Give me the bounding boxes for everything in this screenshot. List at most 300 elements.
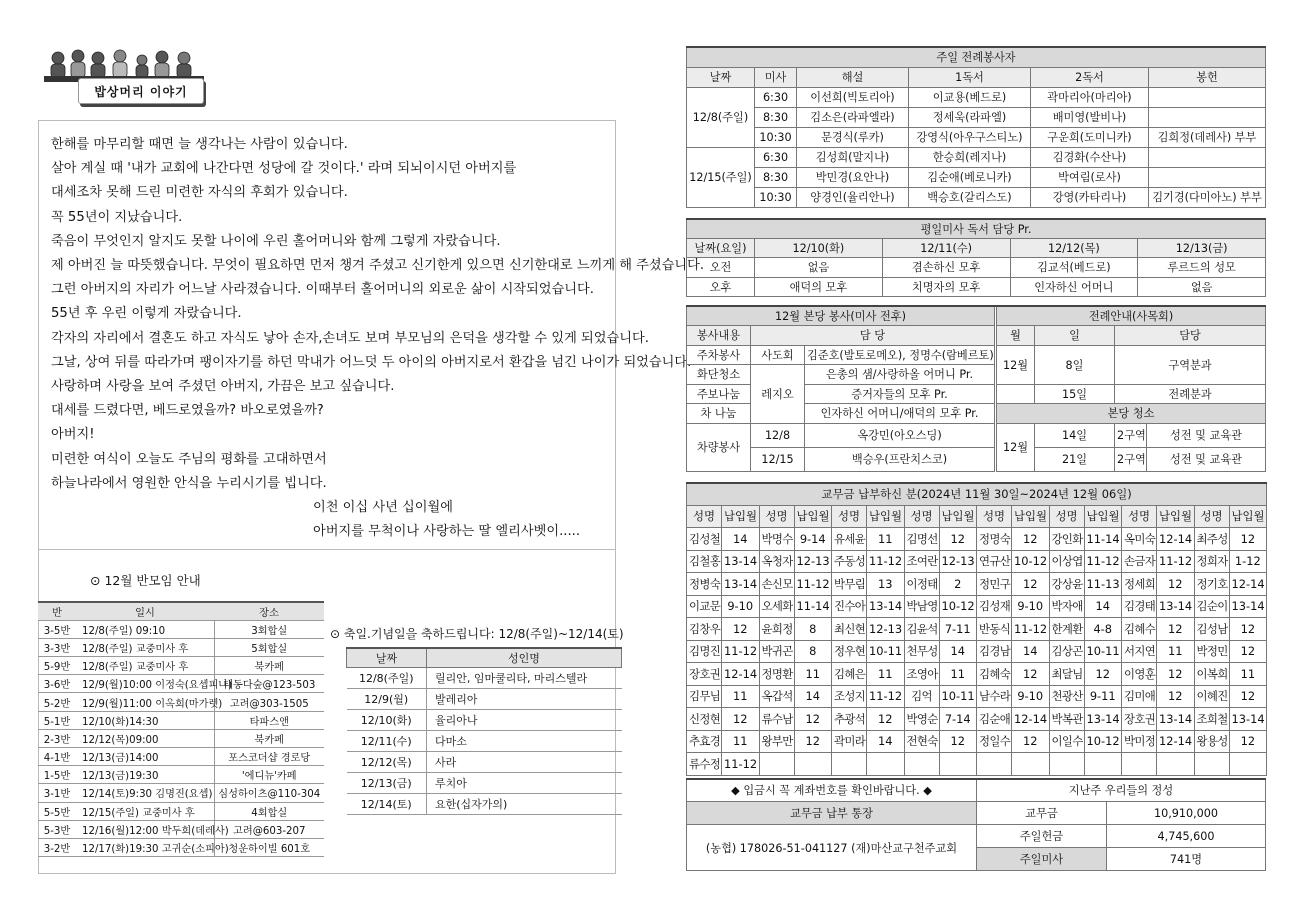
liturgy-cell: 구운희(도미니카) <box>1031 127 1149 147</box>
offering-name: 김성재 <box>977 595 1012 618</box>
section-logo <box>38 42 208 108</box>
offering-name: 박무림 <box>832 573 867 596</box>
offering-months <box>1084 753 1122 776</box>
offering-name: 박명수 <box>759 528 794 551</box>
service-row-group: 레지오 <box>751 365 805 424</box>
feast-date: 12/9(월) <box>347 688 427 709</box>
offering-months: 12 <box>794 708 832 731</box>
offering-months: 12-14 <box>1157 528 1195 551</box>
offering-months: 7-14 <box>939 708 977 731</box>
offering-row <box>687 663 1267 686</box>
stats-label: 주일헌금 <box>977 825 1107 848</box>
liturgy-cell <box>1149 167 1266 187</box>
offering-name: 오세화 <box>759 595 794 618</box>
stats-value: 10,910,000 <box>1107 802 1266 825</box>
guide-charge: 전례분과 <box>1115 384 1266 404</box>
offering-name: 손금자 <box>1122 550 1157 573</box>
offering-name: 박복관 <box>1049 708 1084 731</box>
meeting-datetime: 12/10(화)14:30 <box>76 711 214 729</box>
offering-row <box>687 595 1267 618</box>
account-number: (농협) 178026-51-041127 (재)마산교구천주교회 <box>687 825 977 871</box>
offering-name <box>759 753 794 776</box>
offering-name: 왕부만 <box>759 730 794 753</box>
offering-name: 김명진 <box>687 640 722 663</box>
offering-name: 추효경 <box>687 730 722 753</box>
offering-name: 김혜숙 <box>977 663 1012 686</box>
offering-months: 13-14 <box>1229 708 1267 731</box>
service-guide-table <box>686 305 1266 472</box>
meeting-ban: 2-3반 <box>38 729 76 747</box>
liturgy-header: 봉헌 <box>1149 67 1266 87</box>
offering-name: 손신모 <box>759 573 794 596</box>
offering-months: 12 <box>1157 618 1195 641</box>
meeting-datetime: 12/9(월)11:00 이옥희(마가렛) <box>76 693 214 711</box>
offering-header-name: 성명 <box>832 505 867 528</box>
offering-row <box>687 528 1267 551</box>
story-line: 한해를 마무리할 때면 늘 생각나는 사람이 있습니다. <box>51 137 348 152</box>
offering-name: 최주성 <box>1194 528 1229 551</box>
liturgy-cell: 강영(카타리나) <box>1031 187 1149 207</box>
weekday-reader: 김교석(베드로) <box>1010 258 1138 278</box>
offering-name: 김무님 <box>687 685 722 708</box>
offering-name: 조성지 <box>832 685 867 708</box>
offering-header-month: 납입월 <box>1084 505 1122 528</box>
liturgy-row <box>687 187 1266 207</box>
offering-months: 14 <box>1084 595 1122 618</box>
offering-months <box>1157 753 1195 776</box>
liturgy-header: 날짜 <box>687 67 755 87</box>
offering-months: 13-14 <box>1229 595 1267 618</box>
offering-name: 추광석 <box>832 708 867 731</box>
offering-header-month: 납입월 <box>1157 505 1195 528</box>
offering-months: 13-14 <box>1084 708 1122 731</box>
offering-months: 10-12 <box>1084 730 1122 753</box>
offering-months: 11-13 <box>1084 573 1122 596</box>
offering-header-month: 납입월 <box>722 505 760 528</box>
meeting-ban: 5-5반 <box>38 802 76 820</box>
feast-date: 12/11(수) <box>347 730 427 751</box>
offering-months: 14 <box>722 528 760 551</box>
meeting-ban: 3-3반 <box>38 638 76 656</box>
offering-name <box>1122 753 1157 776</box>
offering-name: 류수남 <box>759 708 794 731</box>
vehicle-person: 옥강민(아오스딩) <box>805 423 995 447</box>
feast-saint: 율리아나 <box>427 709 622 730</box>
meeting-title: ⊙ 12월 반모임 안내 <box>90 573 201 588</box>
service-row-label: 주차봉사 <box>687 345 751 365</box>
offering-header-month: 납입월 <box>867 505 905 528</box>
offering-months: 12 <box>1012 730 1050 753</box>
service-row-person: 인자하신 어머니/애덕의 모후 Pr. <box>805 404 995 424</box>
feast-saint: 루치아 <box>427 772 622 793</box>
offering-name: 정희자 <box>1194 550 1229 573</box>
offering-months: 11 <box>867 528 905 551</box>
feast-row <box>347 772 622 793</box>
offering-months: 12 <box>1157 663 1195 686</box>
offering-header-name: 성명 <box>1122 505 1157 528</box>
offering-header-name: 성명 <box>1049 505 1084 528</box>
meeting-ban: 3-5반 <box>38 620 76 638</box>
offering-name: 김철홍 <box>687 550 722 573</box>
liturgy-cell: 김기경(다미아노) 부부 <box>1149 187 1266 207</box>
offering-name: 한계환 <box>1049 618 1084 641</box>
liturgy-cell: 8:30 <box>755 107 797 127</box>
liturgy-header: 미사 <box>755 67 797 87</box>
story-line: 그런 아버지의 자리가 어느날 사라졌습니다. 이때부터 홀어머니의 외로운 삶이 시작되었습니다. <box>51 282 594 298</box>
offering-row <box>687 640 1267 663</box>
offering-row <box>687 730 1267 753</box>
story-line: 사랑하며 사랑을 보여 주셨던 아버지, 가끔은 보고 싶습니다. <box>51 379 395 395</box>
offering-months: 14 <box>939 640 977 663</box>
offering-months <box>939 753 977 776</box>
offering-months: 12-14 <box>722 663 760 686</box>
liturgy-row <box>687 147 1266 167</box>
offering-name: 옥갑석 <box>759 685 794 708</box>
offering-name: 정병숙 <box>687 573 722 596</box>
offering-months: 11 <box>722 730 760 753</box>
offering-name: 최신현 <box>832 618 867 641</box>
weekday-period: 오전 <box>687 258 755 278</box>
meeting-row <box>38 838 324 856</box>
offering-months <box>1229 753 1267 776</box>
liturgy-cell: 정세욱(라파엘) <box>909 107 1031 127</box>
meeting-ban: 5-3반 <box>38 820 76 838</box>
offering-months: 1-12 <box>1229 550 1267 573</box>
offering-header-name: 성명 <box>1194 505 1229 528</box>
offering-months: 9-11 <box>1084 685 1122 708</box>
offering-months: 12 <box>722 618 760 641</box>
offering-row <box>687 708 1267 731</box>
weekday-header: 12/11(수) <box>882 238 1010 258</box>
meeting-datetime: 12/8(주일) 교중미사 후 <box>76 638 214 656</box>
meeting-place: 대동다숲@123-503 <box>214 675 324 693</box>
weekday-header: 날짜(요일) <box>687 238 755 258</box>
offering-months: 13-14 <box>1157 595 1195 618</box>
offering-months: 11-12 <box>1012 618 1050 641</box>
offering-name: 김성철 <box>687 528 722 551</box>
offering-months: 14 <box>1012 640 1050 663</box>
cleaning-place: 성전 및 교육관 <box>1147 447 1266 471</box>
offering-name: 강상윤 <box>1049 573 1084 596</box>
liturgy-table <box>686 46 1266 208</box>
liturgy-row <box>687 167 1266 187</box>
offering-months <box>794 753 832 776</box>
feast-saint: 요한(십자가의) <box>427 793 622 814</box>
weekday-reader: 애덕의 모후 <box>755 277 883 297</box>
offering-name: 곽미라 <box>832 730 867 753</box>
offering-months: 13-14 <box>1157 708 1195 731</box>
offering-name <box>1049 753 1084 776</box>
guide-month: 12월 <box>997 345 1035 384</box>
weekday-row <box>687 258 1266 278</box>
offering-name <box>904 753 939 776</box>
offering-months: 13 <box>867 573 905 596</box>
meeting-ban: 3-1반 <box>38 784 76 802</box>
meeting-datetime: 12/15(주일) 교중미사 후 <box>76 802 214 820</box>
meeting-place: 포스코더샵 경로당 <box>214 748 324 766</box>
stats-value: 741명 <box>1107 848 1266 871</box>
offering-months: 4-8 <box>1084 618 1122 641</box>
meeting-datetime: 12/9(월)10:00 이정숙(요셉피나) <box>76 675 214 693</box>
offering-months: 12-14 <box>1012 708 1050 731</box>
offering-months: 9-10 <box>1012 685 1050 708</box>
weekday-title: 평일미사 독서 담당 Pr. <box>687 219 1266 239</box>
offering-name: 김윤석 <box>904 618 939 641</box>
feast-day-title: ⊙ 축일.기념일을 축하드립니다: 12/8(주일)~12/14(토) <box>330 627 624 641</box>
story-line: 대세조차 못해 드린 미련한 자식의 후회가 있습니다. <box>51 185 348 201</box>
meeting-datetime: 12/12(목)09:00 <box>76 729 214 747</box>
story-line: 미련한 여식이 오늘도 주님의 평화를 고대하면서 <box>51 451 327 467</box>
liturgy-cell: 배미영(발비나) <box>1031 107 1149 127</box>
cleaning-place: 성전 및 교육관 <box>1147 423 1266 447</box>
feast-row <box>347 667 622 688</box>
weekday-reader: 루르드의 성모 <box>1138 258 1266 278</box>
cleaning-area: 2구역 <box>1115 447 1147 471</box>
liturgy-cell: 김성희(말지나) <box>797 147 909 167</box>
offering-months: 10-12 <box>939 595 977 618</box>
weekday-row <box>687 277 1266 297</box>
weekday-header: 12/12(목) <box>1010 238 1138 258</box>
guide-month-blank <box>997 384 1035 404</box>
offering-months: 11-12 <box>1157 550 1195 573</box>
vehicle-label: 차량봉사 <box>687 423 751 471</box>
feast-saint: 사라 <box>427 751 622 772</box>
offering-name: 전현숙 <box>904 730 939 753</box>
offering-months: 7-11 <box>939 618 977 641</box>
offering-header-month: 납입월 <box>1012 505 1050 528</box>
liturgy-cell: 10:30 <box>755 127 797 147</box>
meeting-place: '에디뉴'카페 <box>214 766 324 784</box>
offering-name: 박영순 <box>904 708 939 731</box>
guide-header-charge: 담당 <box>1115 326 1266 346</box>
offering-name: 정명숙 <box>977 528 1012 551</box>
offering-months: 11-14 <box>794 595 832 618</box>
meeting-place: 고려@603-207 <box>214 820 324 838</box>
offering-name: 조여란 <box>904 550 939 573</box>
feast-row <box>347 793 622 814</box>
service-row-person: 김준호(발토로메오), 정명수(람베르토) <box>805 345 995 365</box>
meeting-place: 3회합실 <box>214 620 324 638</box>
offering-name: 조희철 <box>1194 708 1229 731</box>
offering-name: 김경태 <box>1122 595 1157 618</box>
feast-row <box>347 751 622 772</box>
feast-date: 12/14(토) <box>347 793 427 814</box>
vehicle-person: 백승우(프란치스코) <box>805 447 995 471</box>
offering-row <box>687 685 1267 708</box>
feast-header-date: 날짜 <box>347 648 427 667</box>
offering-months: 13-14 <box>722 550 760 573</box>
story-line: 대세를 드렸다면, 베드로였을까? 바오로였을까? <box>51 403 324 419</box>
offering-name: 박미정 <box>1122 730 1157 753</box>
liturgy-date: 12/8(주일) <box>687 87 755 147</box>
offering-name: 김성남 <box>1194 618 1229 641</box>
offering-months: 12 <box>1229 640 1267 663</box>
offering-months: 12 <box>1157 685 1195 708</box>
cleaning-day: 14일 <box>1035 423 1115 447</box>
meeting-row <box>38 784 324 802</box>
vehicle-date: 12/15 <box>751 447 805 471</box>
offering-name: 김억 <box>904 685 939 708</box>
offering-name: 정세희 <box>1122 573 1157 596</box>
offering-months: 2 <box>939 573 977 596</box>
offering-months: 11 <box>939 663 977 686</box>
liturgy-header: 1독서 <box>909 67 1031 87</box>
offering-months: 9-10 <box>1012 595 1050 618</box>
feast-date: 12/12(목) <box>347 751 427 772</box>
family-dinner-illustration-icon <box>44 46 204 82</box>
meeting-row <box>38 748 324 766</box>
offering-name: 김혜수 <box>1122 618 1157 641</box>
account-notice: ◆ 입금시 꼭 계좌번호를 확인바랍니다. ◆ <box>687 779 977 802</box>
liturgy-row <box>687 107 1266 127</box>
offering-name: 김혜은 <box>832 663 867 686</box>
offering-name: 유세윤 <box>832 528 867 551</box>
service-row-label: 차 나눔 <box>687 404 751 424</box>
weekday-header: 12/13(금) <box>1138 238 1266 258</box>
guide-header-day: 일 <box>1035 326 1115 346</box>
weekday-reader: 인자하신 어머니 <box>1010 277 1138 297</box>
offering-months: 12 <box>867 708 905 731</box>
offering-months: 11-12 <box>867 685 905 708</box>
offering-months: 14 <box>867 730 905 753</box>
offering-table <box>686 482 1267 776</box>
meeting-place: 5회합실 <box>214 638 324 656</box>
meeting-datetime: 12/8(주일) 09:10 <box>76 620 214 638</box>
account-stats-table <box>686 778 1266 872</box>
liturgy-cell <box>1149 107 1266 127</box>
offering-row <box>687 573 1267 596</box>
weekday-reader: 겸손하신 모후 <box>882 258 1010 278</box>
meeting-header-date: 일시 <box>76 602 214 620</box>
offering-months: 12 <box>1229 528 1267 551</box>
feast-row <box>347 688 622 709</box>
offering-name: 남수라 <box>977 685 1012 708</box>
offering-name <box>832 753 867 776</box>
meeting-row <box>38 766 324 784</box>
service-header-content: 봉사내용 <box>687 326 751 346</box>
offering-months: 11-12 <box>1084 550 1122 573</box>
offering-months: 11 <box>867 663 905 686</box>
offering-header-name: 성명 <box>977 505 1012 528</box>
offering-months: 11 <box>1229 663 1267 686</box>
cleaning-area: 2구역 <box>1115 423 1147 447</box>
meeting-ban: 3-2반 <box>38 838 76 856</box>
meeting-place: 고려@303-1505 <box>214 693 324 711</box>
offering-months: 8 <box>794 640 832 663</box>
offering-name: 김창우 <box>687 618 722 641</box>
feast-saint: 발레리아 <box>427 688 622 709</box>
weekday-reading-table <box>686 218 1266 298</box>
offering-name: 정우현 <box>832 640 867 663</box>
meeting-datetime: 12/16(월)12:00 박두희(데레사) <box>76 820 214 838</box>
offering-months: 11-12 <box>722 640 760 663</box>
meeting-place: 청운하이빌 601호 <box>214 838 324 856</box>
meeting-datetime: 12/17(화)19:30 고귀순(소피아) <box>76 838 214 856</box>
offering-name: 김경남 <box>977 640 1012 663</box>
service-row-person: 은총의 샘/사랑하올 어머니 Pr. <box>805 365 995 385</box>
offering-name: 왕용성 <box>1194 730 1229 753</box>
offering-title: 교무금 납부하신 분(2024년 11월 30일~2024년 12월 06일) <box>687 483 1267 506</box>
liturgy-cell: 박여림(로사) <box>1031 167 1149 187</box>
meeting-ban: 5-9반 <box>38 657 76 675</box>
meeting-row <box>38 729 324 747</box>
offering-name: 김미애 <box>1122 685 1157 708</box>
meeting-place: 심성하이츠@110-304 <box>214 784 324 802</box>
offering-months: 12 <box>1012 663 1050 686</box>
offering-months: 12 <box>939 528 977 551</box>
meeting-row <box>38 638 324 656</box>
offering-header-name: 성명 <box>687 505 722 528</box>
offering-name: 장호권 <box>687 663 722 686</box>
liturgy-cell: 김소은(라파엘라) <box>797 107 909 127</box>
liturgy-cell: 10:30 <box>755 187 797 207</box>
story-line: 하늘나라에서 영원한 안식을 누리시기를 빕니다. <box>51 475 327 491</box>
story-line: 꼭 55년이 지났습니다. <box>51 209 183 225</box>
meeting-row <box>38 820 324 838</box>
offering-months: 12 <box>939 730 977 753</box>
meeting-datetime: 12/13(금)19:30 <box>76 766 214 784</box>
story-line: 살아 계실 때 '내가 교회에 나간다면 성당에 갈 것이다.' 라며 되뇌이시던 아버지를 <box>51 161 517 177</box>
offering-name: 이일수 <box>1049 730 1084 753</box>
offering-row <box>687 550 1267 573</box>
offering-name: 천무성 <box>904 640 939 663</box>
story-line: 아버지! <box>51 427 95 443</box>
offering-months <box>867 753 905 776</box>
offering-name: 옥미숙 <box>1122 528 1157 551</box>
liturgy-cell: 곽마리아(마리아) <box>1031 87 1149 107</box>
service-header-person: 담 당 <box>751 326 995 346</box>
offering-header-name: 성명 <box>759 505 794 528</box>
offering-name: 박정민 <box>1194 640 1229 663</box>
offering-months: 14 <box>794 685 832 708</box>
stats-label: 교무금 <box>977 802 1107 825</box>
meeting-header-place: 장소 <box>214 602 324 620</box>
liturgy-cell: 한승희(레지나) <box>909 147 1031 167</box>
offering-name: 이교문 <box>687 595 722 618</box>
meeting-row <box>38 802 324 820</box>
offering-months: 12 <box>1012 573 1050 596</box>
liturgy-header: 해설 <box>797 67 909 87</box>
story-line: 죽음이 무엇인지 알지도 못할 나이에 우린 홀어머니와 함께 그렇게 자랐습니다. <box>51 233 501 249</box>
meeting-header-ban: 반 <box>38 602 76 620</box>
meeting-datetime: 12/8(주일) 교중미사 후 <box>76 657 214 675</box>
offering-months: 10-11 <box>939 685 977 708</box>
story-line: 55년 후 우린 이렇게 자랐습니다. <box>51 306 242 322</box>
offering-header-name: 성명 <box>904 505 939 528</box>
offering-row <box>687 618 1267 641</box>
service-title: 12월 본당 봉사(미사 전후) <box>687 306 995 326</box>
account-label: 교무금 납부 통장 <box>687 802 977 825</box>
offering-months: 13-14 <box>867 595 905 618</box>
meeting-place: 타파스앤 <box>214 711 324 729</box>
weekday-reader: 없음 <box>755 258 883 278</box>
meeting-ban: 5-2반 <box>38 693 76 711</box>
offering-months <box>1012 753 1050 776</box>
offering-months: 12-14 <box>1229 573 1267 596</box>
liturgy-cell: 김경화(수산나) <box>1031 147 1149 167</box>
offering-months: 11-12 <box>722 753 760 776</box>
meeting-row <box>38 711 324 729</box>
offering-months: 13-14 <box>722 573 760 596</box>
offering-name: 이영훈 <box>1122 663 1157 686</box>
feast-date: 12/10(화) <box>347 709 427 730</box>
guide-charge: 구역분과 <box>1115 345 1266 384</box>
offering-name: 강인화 <box>1049 528 1084 551</box>
offering-months: 10-11 <box>867 640 905 663</box>
offering-months: 12-14 <box>1157 730 1195 753</box>
offering-name: 최달님 <box>1049 663 1084 686</box>
feast-row <box>347 709 622 730</box>
